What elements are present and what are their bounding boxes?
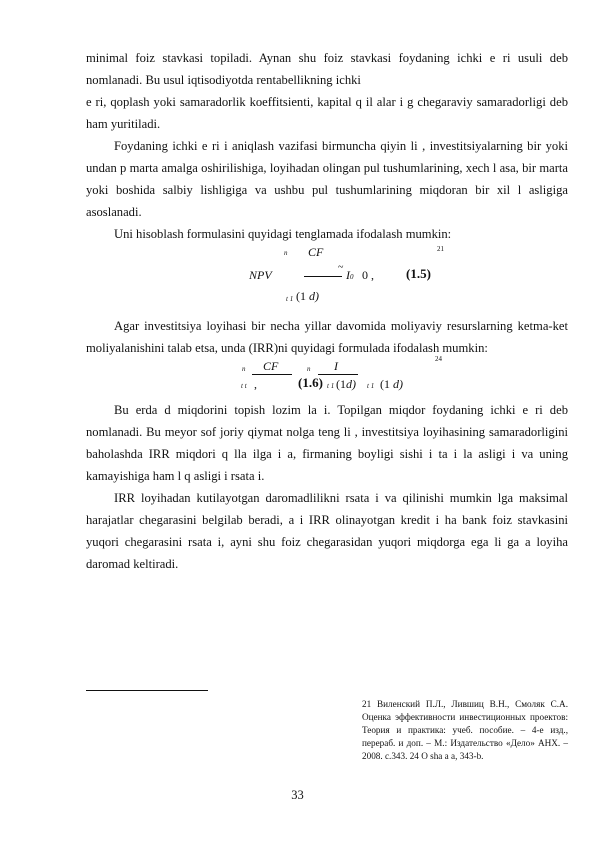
formula2-numerator-i: I [334,359,338,373]
formula2-extra: (1 d) [380,377,403,391]
formula1-approx: ~ [338,262,344,273]
formula1-denominator: (1 d) [296,289,319,303]
paragraph-1: minimal foiz stavkasi topiladi. Aynan shu foiz stavkasi foydaning ichki e ri usuli deb nomlanadi. Bu usul iqtisodiyotda rentabellikning ichki [86,51,568,87]
formula2-extra-sub: t 1 [367,382,375,390]
formula1-fraction-line [304,276,342,277]
paragraph-2: e ri, qoplash yoki samaradorlik koeffitsienti, kapital q il alar i g chegaraviy samaradorligi deb ham yuritiladi. [86,95,568,131]
paragraph-4: Uni hisoblash formulasini quyidagi tenglamada ifodalash mumkin: [114,227,452,241]
formula1-numerator: CF [308,245,324,259]
page-number: 33 [291,788,304,802]
paragraph-3: Foydaning ichki e ri i aniqlash vazifasi birmuncha qiyin li , investitsiyalarning bir yoki undan p marta amalga oshirilishiga, loyihadan olingan pul tushumlarining, xech l asa, bir marta yoki boshida salbiy lishligiga va ushbu pul tushumlarining miqdoran bir xil l asligiga asoslanadi. [86,139,568,219]
formula1-footnote-ref: 21 [437,245,444,253]
formula2-sub-right: t 1 [327,382,335,390]
paragraph-5: Agar investitsiya loyihasi bir necha yillar davomida moliyaviy resurslarning ketma-ket moliyalanishini talab etsa, unda (IRR)ni quyidagi formulada ifodalash mumkin: [86,319,568,355]
footnote-separator [86,690,208,691]
formula2-sup-n-right: n [307,365,311,373]
paragraph-6: Bu erda d miqdorini topish lozim la i. Topilgan miqdor foydaning ichki e ri deb nomlanadi. Bu meyor sof joriy qiymat nolga teng li , investitsiya loyihasining samaradorligini baholashda IRR miqdori q lla ilga i a, firmaning boyligi sishi i ta i la asligi i va uning kamayishiga ham l q asligi i rsata i. [86,403,568,483]
formula2-sup-n-left: n [242,365,246,373]
formula1-number: (1.5) [406,266,431,281]
formula2-number: (1.6) [298,375,323,390]
formula2-fraction-line-right [318,374,358,375]
formula2-footnote-ref: 24 [435,355,442,363]
paragraph-7: IRR loyihadan kutilayotgan daromadlilikni rsata i va qilinishi mumkin lga maksimal harajatlar chegarasini belgilab beradi, a i IRR olinayotgan kredit i ha bank foiz stavkasini yuqori chegarasini rsata i, ayni shu foiz chegarasidan yuqori miqdorga ega li ga a loyiha daromad keltiradi. [86,491,568,571]
footnote-text: 21 Виленский П.Л., Лившиц В.Н., Смоляк С.А. Оценка эффективности инвестиционных проектов: Теория и практика: учеб. пособие. – 4-е изд., перераб. и доп. – М.: Издательство «Дело» АНХ. – 2008. с.343. 24 O sha a a, 343-b. [362,699,568,761]
formula-irr [86,355,568,399]
page-body [86,47,568,575]
formula2-fraction-line-left [252,374,292,375]
formula1-sub-t: t 1 [286,295,294,303]
formula1-i0: I0 [346,268,354,282]
formula2-sub-left: t t [241,382,247,390]
formula2-comma: , [254,377,257,391]
formula2-numerator-cf: CF [263,359,279,373]
formula1-sup-n: n [284,249,288,257]
formula-npv [86,245,568,315]
formula1-npv: NPV [249,268,272,282]
formula1-equals-zero: 0 , [362,268,374,282]
formula2-denominator-right: (1d) [336,377,356,391]
